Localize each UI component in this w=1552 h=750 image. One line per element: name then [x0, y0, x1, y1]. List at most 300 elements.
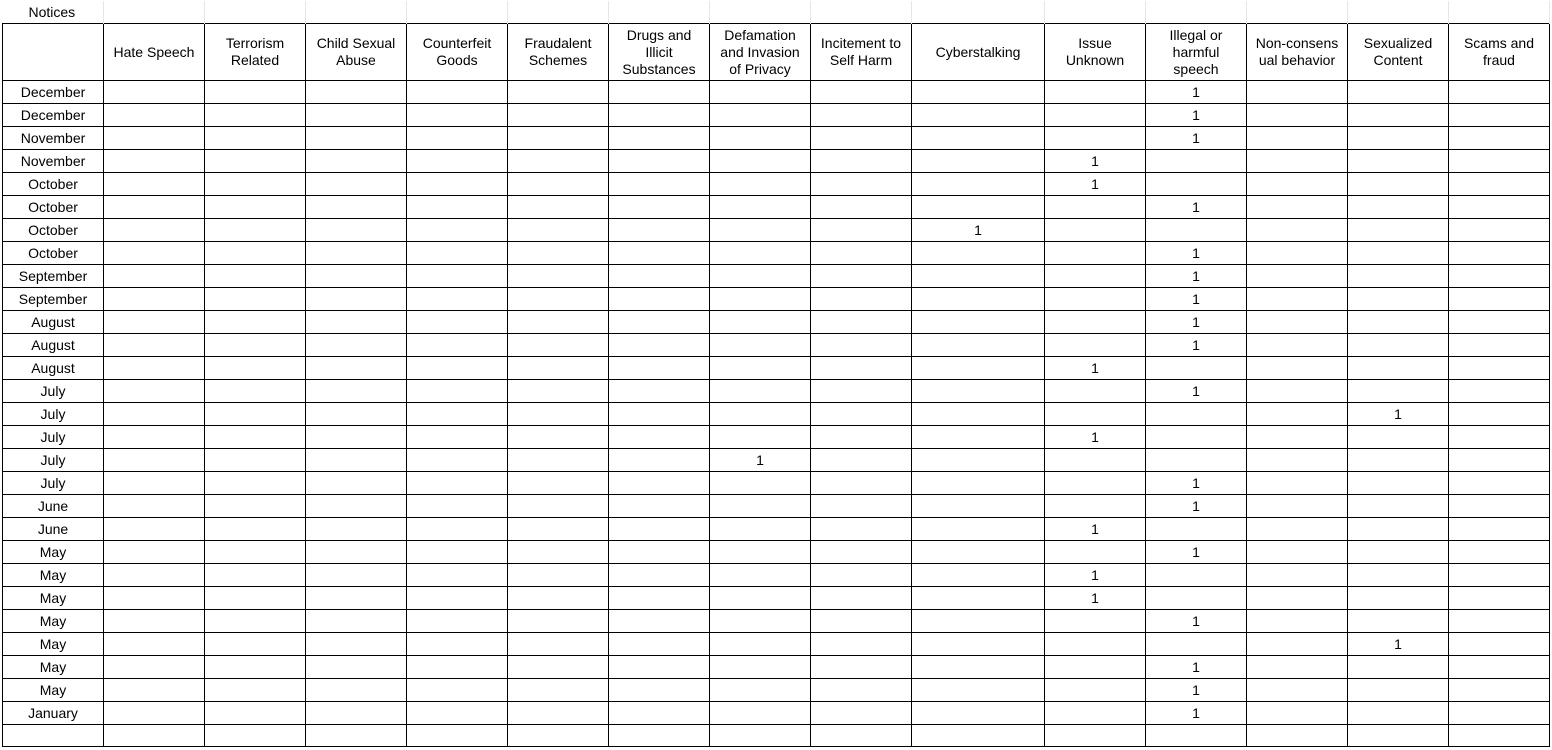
value-cell[interactable] — [508, 702, 609, 725]
value-cell[interactable] — [407, 449, 508, 472]
value-cell[interactable] — [1449, 633, 1550, 656]
value-cell[interactable] — [205, 81, 306, 104]
value-cell[interactable] — [1449, 173, 1550, 196]
value-cell[interactable] — [710, 541, 811, 564]
value-cell[interactable] — [811, 564, 912, 587]
value-cell[interactable] — [306, 81, 407, 104]
value-cell[interactable] — [1247, 311, 1348, 334]
value-cell[interactable] — [609, 426, 710, 449]
value-cell[interactable] — [508, 288, 609, 311]
value-cell[interactable] — [508, 587, 609, 610]
value-cell[interactable] — [407, 472, 508, 495]
value-cell[interactable] — [1045, 403, 1146, 426]
value-cell[interactable] — [1045, 380, 1146, 403]
value-cell[interactable] — [912, 518, 1045, 541]
value-cell[interactable] — [407, 127, 508, 150]
value-cell[interactable] — [306, 518, 407, 541]
column-header[interactable]: Drugs and Illicit Substances — [609, 24, 710, 81]
value-cell[interactable] — [104, 518, 205, 541]
value-cell[interactable] — [609, 150, 710, 173]
month-cell[interactable]: December — [3, 104, 104, 127]
value-cell[interactable] — [1247, 518, 1348, 541]
value-cell[interactable] — [710, 196, 811, 219]
value-cell[interactable] — [1146, 173, 1247, 196]
value-cell[interactable] — [609, 702, 710, 725]
value-cell[interactable] — [407, 288, 508, 311]
column-header[interactable]: Incitement to Self Harm — [811, 24, 912, 81]
value-cell[interactable] — [508, 173, 609, 196]
value-cell[interactable] — [508, 541, 609, 564]
value-cell[interactable] — [1045, 633, 1146, 656]
value-cell[interactable] — [205, 265, 306, 288]
value-cell[interactable] — [811, 311, 912, 334]
value-cell[interactable] — [609, 288, 710, 311]
value-cell[interactable] — [1449, 702, 1550, 725]
value-cell[interactable] — [205, 403, 306, 426]
value-cell[interactable]: 1 — [1045, 426, 1146, 449]
column-header[interactable]: Fraudalent Schemes — [508, 24, 609, 81]
value-cell[interactable] — [912, 725, 1045, 747]
month-cell[interactable]: June — [3, 518, 104, 541]
value-cell[interactable] — [306, 679, 407, 702]
value-cell[interactable]: 1 — [1146, 702, 1247, 725]
value-cell[interactable] — [104, 150, 205, 173]
value-cell[interactable] — [1247, 81, 1348, 104]
value-cell[interactable] — [104, 495, 205, 518]
value-cell[interactable] — [1449, 610, 1550, 633]
cell[interactable] — [811, 1, 912, 24]
month-cell[interactable]: June — [3, 495, 104, 518]
value-cell[interactable] — [407, 196, 508, 219]
value-cell[interactable] — [710, 357, 811, 380]
value-cell[interactable] — [205, 633, 306, 656]
value-cell[interactable] — [1045, 725, 1146, 747]
value-cell[interactable] — [205, 426, 306, 449]
value-cell[interactable] — [407, 518, 508, 541]
value-cell[interactable] — [1449, 104, 1550, 127]
value-cell[interactable] — [104, 173, 205, 196]
value-cell[interactable] — [609, 127, 710, 150]
value-cell[interactable] — [104, 81, 205, 104]
value-cell[interactable] — [1449, 495, 1550, 518]
value-cell[interactable]: 1 — [912, 219, 1045, 242]
value-cell[interactable] — [407, 380, 508, 403]
value-cell[interactable] — [508, 357, 609, 380]
value-cell[interactable] — [306, 219, 407, 242]
month-cell[interactable] — [3, 725, 104, 747]
value-cell[interactable] — [811, 196, 912, 219]
value-cell[interactable] — [1045, 104, 1146, 127]
value-cell[interactable] — [1449, 219, 1550, 242]
value-cell[interactable] — [407, 219, 508, 242]
value-cell[interactable] — [1247, 679, 1348, 702]
value-cell[interactable] — [609, 679, 710, 702]
value-cell[interactable] — [205, 472, 306, 495]
value-cell[interactable] — [508, 518, 609, 541]
value-cell[interactable] — [1348, 265, 1449, 288]
month-cell[interactable]: September — [3, 288, 104, 311]
value-cell[interactable] — [1449, 679, 1550, 702]
value-cell[interactable] — [306, 127, 407, 150]
value-cell[interactable] — [811, 150, 912, 173]
value-cell[interactable] — [811, 541, 912, 564]
value-cell[interactable] — [1449, 288, 1550, 311]
value-cell[interactable] — [912, 541, 1045, 564]
value-cell[interactable] — [508, 449, 609, 472]
value-cell[interactable] — [306, 587, 407, 610]
value-cell[interactable] — [1146, 449, 1247, 472]
value-cell[interactable] — [306, 541, 407, 564]
value-cell[interactable] — [912, 633, 1045, 656]
value-cell[interactable] — [1247, 127, 1348, 150]
value-cell[interactable] — [609, 495, 710, 518]
value-cell[interactable] — [508, 633, 609, 656]
value-cell[interactable] — [1146, 150, 1247, 173]
value-cell[interactable] — [1348, 242, 1449, 265]
value-cell[interactable] — [1247, 173, 1348, 196]
value-cell[interactable] — [609, 518, 710, 541]
value-cell[interactable] — [1247, 242, 1348, 265]
value-cell[interactable] — [811, 104, 912, 127]
value-cell[interactable]: 1 — [1146, 311, 1247, 334]
column-header[interactable]: Non-consens ual behavior — [1247, 24, 1348, 81]
value-cell[interactable] — [1247, 288, 1348, 311]
value-cell[interactable] — [1247, 426, 1348, 449]
value-cell[interactable] — [912, 702, 1045, 725]
value-cell[interactable] — [912, 679, 1045, 702]
value-cell[interactable] — [1247, 587, 1348, 610]
value-cell[interactable] — [1449, 265, 1550, 288]
value-cell[interactable] — [104, 610, 205, 633]
value-cell[interactable] — [609, 403, 710, 426]
value-cell[interactable] — [104, 702, 205, 725]
column-header[interactable]: Terrorism Related — [205, 24, 306, 81]
value-cell[interactable] — [710, 265, 811, 288]
value-cell[interactable] — [508, 334, 609, 357]
value-cell[interactable] — [1247, 702, 1348, 725]
value-cell[interactable]: 1 — [1146, 656, 1247, 679]
value-cell[interactable] — [1045, 702, 1146, 725]
month-cell[interactable]: October — [3, 173, 104, 196]
value-cell[interactable] — [609, 380, 710, 403]
value-cell[interactable] — [205, 127, 306, 150]
cell[interactable] — [306, 1, 407, 24]
value-cell[interactable] — [104, 656, 205, 679]
value-cell[interactable] — [710, 380, 811, 403]
cell[interactable] — [104, 1, 205, 24]
value-cell[interactable] — [1348, 311, 1449, 334]
value-cell[interactable] — [1449, 541, 1550, 564]
value-cell[interactable] — [811, 288, 912, 311]
column-header[interactable]: Illegal or harmful speech — [1146, 24, 1247, 81]
value-cell[interactable] — [811, 219, 912, 242]
value-cell[interactable] — [912, 472, 1045, 495]
value-cell[interactable] — [1045, 679, 1146, 702]
value-cell[interactable] — [811, 449, 912, 472]
value-cell[interactable] — [609, 449, 710, 472]
value-cell[interactable] — [1247, 472, 1348, 495]
value-cell[interactable] — [912, 104, 1045, 127]
month-cell[interactable]: May — [3, 564, 104, 587]
value-cell[interactable] — [1247, 196, 1348, 219]
month-cell[interactable]: May — [3, 656, 104, 679]
column-header[interactable]: Defamation and Invasion of Privacy — [710, 24, 811, 81]
value-cell[interactable] — [1247, 725, 1348, 747]
value-cell[interactable] — [1247, 403, 1348, 426]
value-cell[interactable] — [912, 587, 1045, 610]
value-cell[interactable] — [1045, 610, 1146, 633]
value-cell[interactable] — [306, 495, 407, 518]
cell[interactable] — [205, 1, 306, 24]
value-cell[interactable] — [811, 633, 912, 656]
value-cell[interactable] — [508, 426, 609, 449]
value-cell[interactable] — [1449, 357, 1550, 380]
value-cell[interactable] — [1045, 81, 1146, 104]
month-cell[interactable]: August — [3, 311, 104, 334]
value-cell[interactable] — [1146, 633, 1247, 656]
cell[interactable] — [609, 1, 710, 24]
value-cell[interactable] — [912, 265, 1045, 288]
value-cell[interactable] — [205, 288, 306, 311]
value-cell[interactable] — [811, 587, 912, 610]
value-cell[interactable] — [912, 357, 1045, 380]
value-cell[interactable] — [104, 679, 205, 702]
value-cell[interactable] — [1348, 495, 1449, 518]
value-cell[interactable] — [1449, 426, 1550, 449]
value-cell[interactable] — [811, 173, 912, 196]
value-cell[interactable] — [306, 173, 407, 196]
value-cell[interactable] — [912, 495, 1045, 518]
value-cell[interactable] — [1348, 541, 1449, 564]
value-cell[interactable] — [710, 702, 811, 725]
value-cell[interactable] — [811, 702, 912, 725]
month-cell[interactable]: December — [3, 81, 104, 104]
value-cell[interactable] — [1348, 173, 1449, 196]
column-header[interactable]: Hate Speech — [104, 24, 205, 81]
value-cell[interactable] — [1348, 679, 1449, 702]
month-cell[interactable]: August — [3, 357, 104, 380]
value-cell[interactable] — [1348, 219, 1449, 242]
value-cell[interactable] — [1247, 633, 1348, 656]
value-cell[interactable] — [306, 380, 407, 403]
month-cell[interactable]: October — [3, 219, 104, 242]
value-cell[interactable] — [912, 81, 1045, 104]
value-cell[interactable] — [1045, 288, 1146, 311]
value-cell[interactable] — [710, 656, 811, 679]
value-cell[interactable] — [205, 656, 306, 679]
value-cell[interactable] — [609, 633, 710, 656]
value-cell[interactable] — [205, 219, 306, 242]
value-cell[interactable] — [1348, 104, 1449, 127]
value-cell[interactable] — [811, 265, 912, 288]
value-cell[interactable] — [205, 173, 306, 196]
value-cell[interactable] — [811, 610, 912, 633]
cell[interactable] — [407, 1, 508, 24]
value-cell[interactable] — [1449, 518, 1550, 541]
value-cell[interactable] — [407, 173, 508, 196]
value-cell[interactable] — [1348, 127, 1449, 150]
value-cell[interactable]: 1 — [1146, 127, 1247, 150]
value-cell[interactable] — [1247, 219, 1348, 242]
month-cell[interactable]: October — [3, 242, 104, 265]
value-cell[interactable] — [104, 725, 205, 747]
value-cell[interactable] — [104, 127, 205, 150]
value-cell[interactable]: 1 — [1146, 265, 1247, 288]
column-header[interactable]: Cyberstalking — [912, 24, 1045, 81]
value-cell[interactable] — [205, 702, 306, 725]
cell[interactable] — [508, 1, 609, 24]
value-cell[interactable] — [508, 242, 609, 265]
value-cell[interactable]: 1 — [1348, 403, 1449, 426]
value-cell[interactable] — [1449, 403, 1550, 426]
month-cell[interactable]: November — [3, 127, 104, 150]
value-cell[interactable] — [306, 633, 407, 656]
value-cell[interactable] — [1449, 242, 1550, 265]
value-cell[interactable] — [407, 633, 508, 656]
value-cell[interactable] — [710, 173, 811, 196]
value-cell[interactable] — [205, 587, 306, 610]
value-cell[interactable] — [609, 173, 710, 196]
value-cell[interactable] — [104, 242, 205, 265]
value-cell[interactable] — [710, 679, 811, 702]
value-cell[interactable] — [407, 495, 508, 518]
header-corner-cell[interactable] — [3, 24, 104, 81]
value-cell[interactable] — [1348, 81, 1449, 104]
value-cell[interactable] — [508, 219, 609, 242]
value-cell[interactable] — [306, 334, 407, 357]
value-cell[interactable] — [1146, 357, 1247, 380]
value-cell[interactable]: 1 — [1146, 495, 1247, 518]
value-cell[interactable] — [104, 587, 205, 610]
value-cell[interactable] — [508, 265, 609, 288]
value-cell[interactable] — [508, 196, 609, 219]
value-cell[interactable] — [407, 725, 508, 747]
value-cell[interactable] — [710, 426, 811, 449]
value-cell[interactable] — [104, 426, 205, 449]
value-cell[interactable] — [104, 288, 205, 311]
value-cell[interactable] — [912, 127, 1045, 150]
value-cell[interactable] — [306, 196, 407, 219]
value-cell[interactable] — [104, 633, 205, 656]
value-cell[interactable] — [104, 334, 205, 357]
value-cell[interactable] — [104, 311, 205, 334]
value-cell[interactable] — [1449, 449, 1550, 472]
value-cell[interactable] — [609, 242, 710, 265]
sheet-title[interactable]: Notices — [3, 1, 104, 24]
month-cell[interactable]: July — [3, 449, 104, 472]
value-cell[interactable] — [1449, 380, 1550, 403]
value-cell[interactable] — [1449, 81, 1550, 104]
month-cell[interactable]: May — [3, 610, 104, 633]
value-cell[interactable] — [609, 219, 710, 242]
value-cell[interactable] — [609, 334, 710, 357]
value-cell[interactable] — [1348, 334, 1449, 357]
month-cell[interactable]: May — [3, 633, 104, 656]
value-cell[interactable] — [407, 334, 508, 357]
value-cell[interactable] — [205, 357, 306, 380]
value-cell[interactable] — [710, 472, 811, 495]
value-cell[interactable] — [407, 679, 508, 702]
value-cell[interactable] — [205, 150, 306, 173]
value-cell[interactable] — [205, 104, 306, 127]
value-cell[interactable] — [1247, 334, 1348, 357]
value-cell[interactable] — [609, 104, 710, 127]
value-cell[interactable] — [1348, 518, 1449, 541]
value-cell[interactable] — [1247, 449, 1348, 472]
value-cell[interactable] — [104, 104, 205, 127]
value-cell[interactable] — [508, 472, 609, 495]
value-cell[interactable] — [407, 265, 508, 288]
value-cell[interactable]: 1 — [1146, 81, 1247, 104]
value-cell[interactable] — [609, 472, 710, 495]
value-cell[interactable] — [811, 334, 912, 357]
value-cell[interactable] — [1247, 610, 1348, 633]
value-cell[interactable] — [508, 495, 609, 518]
value-cell[interactable] — [609, 265, 710, 288]
value-cell[interactable] — [407, 541, 508, 564]
month-cell[interactable]: July — [3, 426, 104, 449]
value-cell[interactable] — [104, 564, 205, 587]
value-cell[interactable] — [205, 311, 306, 334]
value-cell[interactable] — [205, 679, 306, 702]
value-cell[interactable] — [508, 679, 609, 702]
cell[interactable] — [1146, 1, 1247, 24]
value-cell[interactable] — [1045, 541, 1146, 564]
value-cell[interactable] — [407, 150, 508, 173]
value-cell[interactable] — [508, 656, 609, 679]
value-cell[interactable] — [609, 656, 710, 679]
month-cell[interactable]: July — [3, 472, 104, 495]
value-cell[interactable] — [306, 472, 407, 495]
value-cell[interactable] — [1045, 334, 1146, 357]
value-cell[interactable] — [609, 541, 710, 564]
value-cell[interactable] — [508, 564, 609, 587]
value-cell[interactable] — [306, 242, 407, 265]
month-cell[interactable]: July — [3, 380, 104, 403]
value-cell[interactable] — [609, 564, 710, 587]
value-cell[interactable] — [205, 495, 306, 518]
value-cell[interactable] — [306, 265, 407, 288]
value-cell[interactable] — [205, 380, 306, 403]
value-cell[interactable] — [205, 564, 306, 587]
value-cell[interactable] — [508, 725, 609, 747]
value-cell[interactable] — [1348, 610, 1449, 633]
value-cell[interactable] — [104, 196, 205, 219]
value-cell[interactable] — [407, 242, 508, 265]
value-cell[interactable] — [1247, 541, 1348, 564]
month-cell[interactable]: September — [3, 265, 104, 288]
column-header[interactable]: Issue Unknown — [1045, 24, 1146, 81]
value-cell[interactable]: 1 — [1146, 541, 1247, 564]
value-cell[interactable] — [306, 104, 407, 127]
value-cell[interactable] — [1449, 311, 1550, 334]
value-cell[interactable] — [508, 104, 609, 127]
value-cell[interactable] — [811, 472, 912, 495]
value-cell[interactable] — [912, 311, 1045, 334]
value-cell[interactable] — [1045, 472, 1146, 495]
value-cell[interactable] — [407, 426, 508, 449]
value-cell[interactable]: 1 — [1146, 472, 1247, 495]
value-cell[interactable] — [1247, 380, 1348, 403]
value-cell[interactable] — [710, 127, 811, 150]
value-cell[interactable] — [407, 403, 508, 426]
value-cell[interactable]: 1 — [1146, 288, 1247, 311]
value-cell[interactable] — [1045, 495, 1146, 518]
value-cell[interactable]: 1 — [1045, 564, 1146, 587]
value-cell[interactable] — [609, 81, 710, 104]
month-cell[interactable]: August — [3, 334, 104, 357]
value-cell[interactable] — [1247, 564, 1348, 587]
